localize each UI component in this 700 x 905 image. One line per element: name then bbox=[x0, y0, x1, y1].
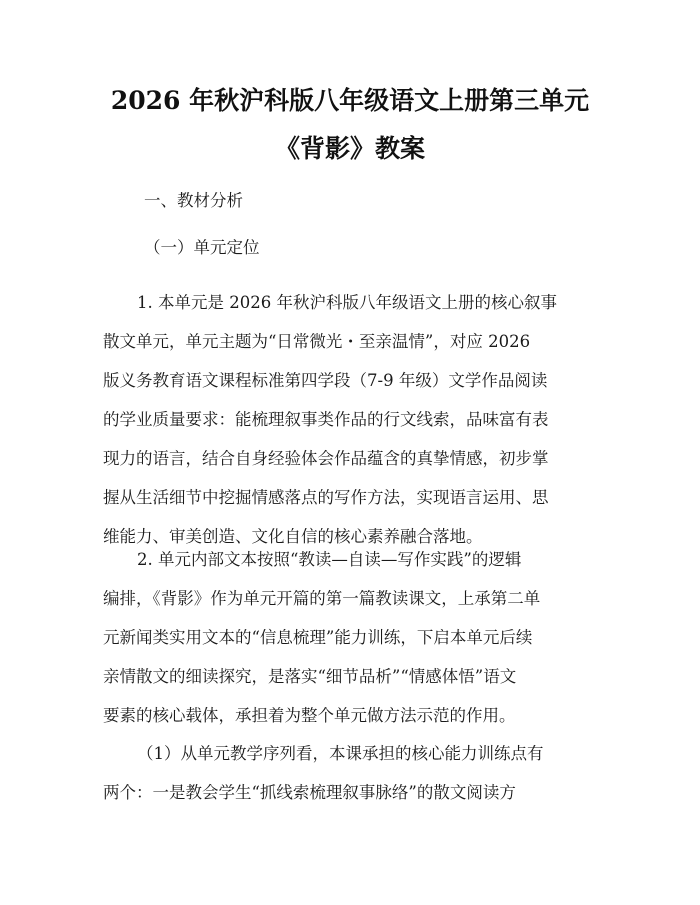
paragraph-line: 两个：一是教会学生“抓线索梳理叙事脉络”的散文阅读方 bbox=[103, 783, 516, 802]
paragraph-line: 的学业质量要求：能梳理叙事类作品的行文线索，品味富有表 bbox=[103, 410, 549, 429]
paragraph-line: 握从生活细节中挖掘情感落点的写作方法，实现语言运用、思 bbox=[103, 488, 549, 507]
paragraph-line: 编排，《背影》作为单元开篇的第一篇教读课文，上承第二单 bbox=[103, 589, 541, 608]
paragraph-line: 元新闻类实用文本的“信息梳理”能力训练，下启本单元后续 bbox=[103, 628, 533, 647]
paragraph-1 bbox=[103, 283, 611, 556]
document-title-line-1: 2026 年秋沪科版八年级语文上册第三单元 bbox=[110, 86, 590, 115]
paragraph-line: 要素的核心载体，承担着为整个单元做方法示范的作用。 bbox=[103, 706, 516, 725]
paragraph-line: 2. 单元内部文本按照“教读—自读—写作实践”的逻辑 bbox=[137, 550, 522, 569]
document-title-line-2: 《背影》教案 bbox=[274, 134, 425, 163]
section-heading-teaching-material-analysis: 一、教材分析 bbox=[144, 191, 243, 210]
paragraph-line: 维能力、审美创造、文化自信的核心素养融合落地。 bbox=[103, 527, 483, 546]
subsection-heading-unit-positioning: （一）单元定位 bbox=[144, 238, 260, 257]
paragraph-line: 亲情散文的细读探究，是落实“细节品析”“情感体悟”语文 bbox=[103, 667, 517, 686]
paragraph-2 bbox=[103, 540, 611, 735]
paragraph-line: 现力的语言，结合自身经验体会作品蕴含的真挚情感，初步掌 bbox=[103, 449, 549, 468]
paragraph-3 bbox=[103, 734, 611, 812]
paragraph-line: 1. 本单元是 2026 年秋沪科版八年级语文上册的核心叙事 bbox=[137, 293, 557, 312]
paragraph-line: 版义务教育语文课程标准第四学段（7-9 年级）文学作品阅读 bbox=[103, 371, 548, 390]
paragraph-line: 散文单元，单元主题为“日常微光・至亲温情”，对应 2026 bbox=[103, 332, 531, 351]
paragraph-line: （1）从单元教学序列看，本课承担的核心能力训练点有 bbox=[137, 744, 544, 763]
